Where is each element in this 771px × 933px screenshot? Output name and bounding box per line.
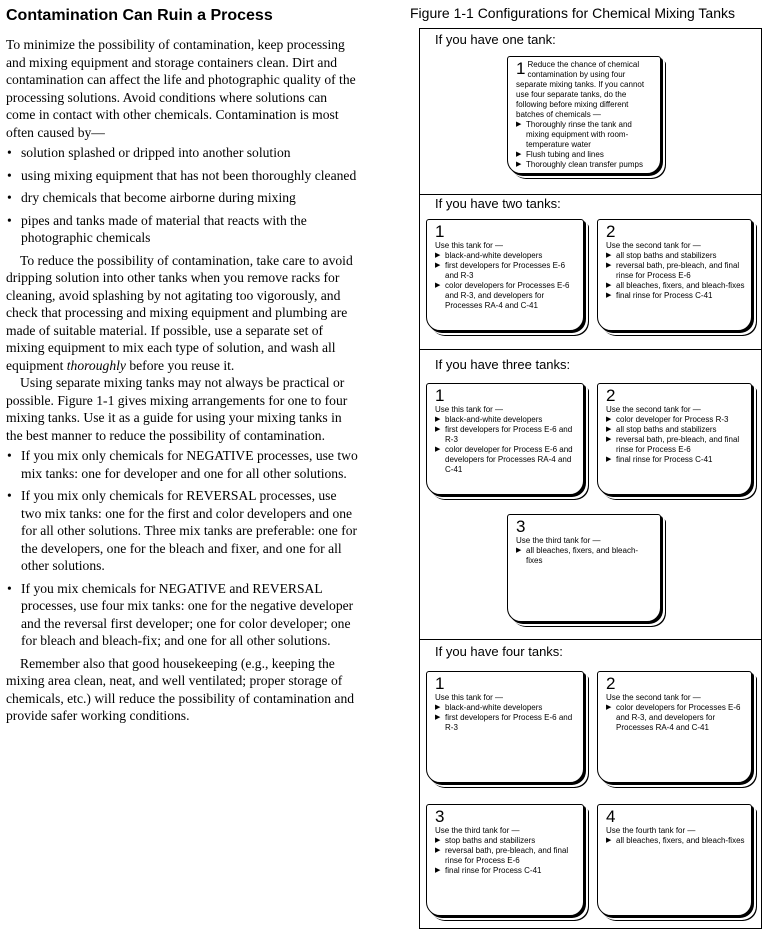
- list-item: • If you mix chemicals for NEGATIVE and REVERSAL processes, use four mix tanks: one for the negative developer and the reversal first developer; one for color developer; one for bleach and bleach-fix; and one for all other solutions.: [6, 580, 358, 650]
- list-item: ▶ reversal bath, pre-bleach, and final rinse for Process E-6: [606, 435, 745, 455]
- list-item: ▶ color developer for Process R-3: [606, 415, 745, 425]
- tank-number: 3: [435, 807, 445, 826]
- list-item: ▶ all stop baths and stabilizers: [606, 251, 745, 261]
- paragraph-reduce-text: To reduce the possibility of contamination, take care to avoid dripping solution into other tanks when you remove racks for cleaning, avoid splashing by not agitating too vigorously, and check that processing and mixing equipment and plumbing are made of suitable material. If possible, use a separate set of mixing equipment to mix each type of solution, and wash all equipment: [6, 252, 353, 373]
- tank-1: [507, 56, 661, 174]
- list-item: ▶ first developers for Processes E-6 and R-3: [435, 261, 577, 281]
- paragraph-reduce: [6, 252, 358, 375]
- tank-3: [426, 804, 584, 916]
- tank-items: [606, 703, 745, 733]
- tank-intro: Use the second tank for —: [606, 241, 701, 250]
- tank-intro: Use the third tank for —: [516, 536, 601, 545]
- tank-1: [426, 219, 584, 331]
- tank-3: [507, 514, 661, 622]
- section-two-tanks: [419, 195, 762, 350]
- tank-2: [597, 671, 752, 783]
- tank-items: [516, 120, 656, 170]
- list-item: ▶ color developers for Processes E-6 and R-3, and developers for Processes RA-4 and C-41: [435, 281, 577, 311]
- list-item: ▶ color developers for Processes E-6 and R-3, and developers for Processes RA-4 and C-41: [606, 703, 745, 733]
- tank-number: 1: [435, 222, 445, 241]
- tank-number: 3: [516, 517, 526, 536]
- list-item: ▶ all stop baths and stabilizers: [606, 425, 745, 435]
- section-one-tank: [419, 28, 762, 195]
- list-item: ▶ all bleaches, fixers, and bleach-fixes: [606, 836, 745, 846]
- list-item: • solution splashed or dripped into another solution: [6, 144, 358, 162]
- list-item: • pipes and tanks made of material that reacts with the photographic chemicals: [6, 212, 358, 247]
- paragraph-housekeeping: Remember also that good housekeeping (e.g., keeping the mixing area clean, neat, and well ventilated; proper storage of chemicals, etc.) will reduce the possibility of contamination and provide safer working conditions.: [6, 655, 355, 723]
- tank-intro: Use this tank for —: [435, 693, 504, 702]
- tank-intro: Use the second tank for —: [606, 693, 701, 702]
- article-heading: Contamination Can Ruin a Process: [6, 7, 273, 24]
- causes-list: [6, 144, 358, 247]
- tank-2: [597, 383, 752, 495]
- list-item: ▶ Flush tubing and lines: [516, 150, 656, 160]
- list-item: • dry chemicals that become airborne during mixing: [6, 189, 358, 207]
- tank-intro: Use this tank for —: [435, 405, 504, 414]
- section-label: If you have three tanks:: [435, 357, 571, 372]
- list-item: ▶ black-and-white developers: [435, 415, 577, 425]
- tank-number: 2: [606, 222, 616, 241]
- list-item: ▶ all bleaches, fixers, and bleach-fixes: [606, 281, 745, 291]
- tank-intro: Use this tank for —: [435, 241, 504, 250]
- list-item: ▶ color developer for Process E-6 and developers for Processes RA-4 and C-41: [435, 445, 577, 475]
- tank-items: [435, 251, 577, 311]
- tank-intro: Reduce the chance of chemical contamination by using four separate mixing tanks. If you cannot use four separate tanks, do the following before mixing different batches of chemicals —: [516, 60, 645, 119]
- paragraph-figure-ref: Using separate mixing tanks may not always be practical or possible. Figure 1-1 gives mixing arrangements for one to four mixing tanks. Use it as a guide for using your mixing tanks in the best manner to reduce the possibility of contamination.: [6, 375, 348, 443]
- figure-title: Figure 1-1 Configurations for Chemical Mixing Tanks: [410, 5, 735, 21]
- tank-items: [435, 703, 577, 733]
- list-item: • If you mix only chemicals for REVERSAL processes, use two mix tanks: one for the first and color developers and one for all other solutions. Three mix tanks are preferable: one for the developers, one for the bleach and fixer, and one for all other solutions.: [6, 487, 358, 575]
- list-item: ▶ final rinse for Process C-41: [435, 866, 577, 876]
- tank-items: [516, 546, 654, 566]
- tank-1: [426, 383, 584, 495]
- list-item: ▶ reversal bath, pre-bleach, and final rinse for Process E-6: [435, 846, 577, 866]
- list-item: ▶ final rinse for Process C-41: [606, 291, 745, 301]
- emphasis-thoroughly: thoroughly: [66, 357, 126, 373]
- tank-number: 1: [435, 674, 445, 693]
- list-item: ▶ reversal bath, pre-bleach, and final rinse for Process E-6: [606, 261, 745, 281]
- tank-items: [435, 836, 577, 876]
- tank-1: [426, 671, 584, 783]
- section-label: If you have two tanks:: [435, 196, 561, 211]
- tank-items: [606, 251, 745, 301]
- tank-number: 1: [435, 386, 445, 405]
- tank-intro: Use the second tank for —: [606, 405, 701, 414]
- list-item: ▶ final rinse for Process C-41: [606, 455, 745, 465]
- paragraph-intro: To minimize the possibility of contamination, keep processing and mixing equipment and storage containers clean. Dirt and contamination can affect the life and photographic quality of the processing solutions. Avoid conditions where solutions can come in contact with other chemicals. Contamination is most often caused by—: [6, 37, 356, 140]
- tank-intro: Use the fourth tank for —: [606, 826, 696, 835]
- tank-items: [606, 415, 745, 465]
- paragraph-reduce-end: before you reuse it.: [125, 357, 235, 373]
- tank-number: 2: [606, 386, 616, 405]
- list-item: ▶ Thoroughly clean transfer pumps: [516, 160, 656, 170]
- section-label: If you have four tanks:: [435, 644, 563, 659]
- tank-4: [597, 804, 752, 916]
- section-three-tanks: [419, 350, 762, 640]
- list-item: ▶ black-and-white developers: [435, 703, 577, 713]
- section-four-tanks: [419, 640, 762, 929]
- list-item: • using mixing equipment that has not been thoroughly cleaned: [6, 167, 358, 185]
- section-label: If you have one tank:: [435, 32, 556, 47]
- tank-intro: Use the third tank for —: [435, 826, 520, 835]
- tank-items: [606, 836, 745, 846]
- tank-number: 4: [606, 807, 616, 826]
- tank-2: [597, 219, 752, 331]
- article: [6, 4, 358, 725]
- list-item: ▶ all bleaches, fixers, and bleach-fixes: [516, 546, 654, 566]
- tank-items: [435, 415, 577, 475]
- list-item: • If you mix only chemicals for NEGATIVE processes, use two mix tanks: one for developer and one for all other solutions.: [6, 447, 358, 482]
- list-item: ▶ black-and-white developers: [435, 251, 577, 261]
- list-item: ▶ Thoroughly rinse the tank and mixing equipment with room-temperature water: [516, 120, 656, 150]
- list-item: ▶ stop baths and stabilizers: [435, 836, 577, 846]
- tank-number: 2: [606, 674, 616, 693]
- list-item: ▶ first developers for Process E-6 and R-3: [435, 425, 577, 445]
- list-item: ▶ first developers for Process E-6 and R-3: [435, 713, 577, 733]
- rules-list: [6, 447, 358, 650]
- tank-number: 1: [516, 59, 526, 78]
